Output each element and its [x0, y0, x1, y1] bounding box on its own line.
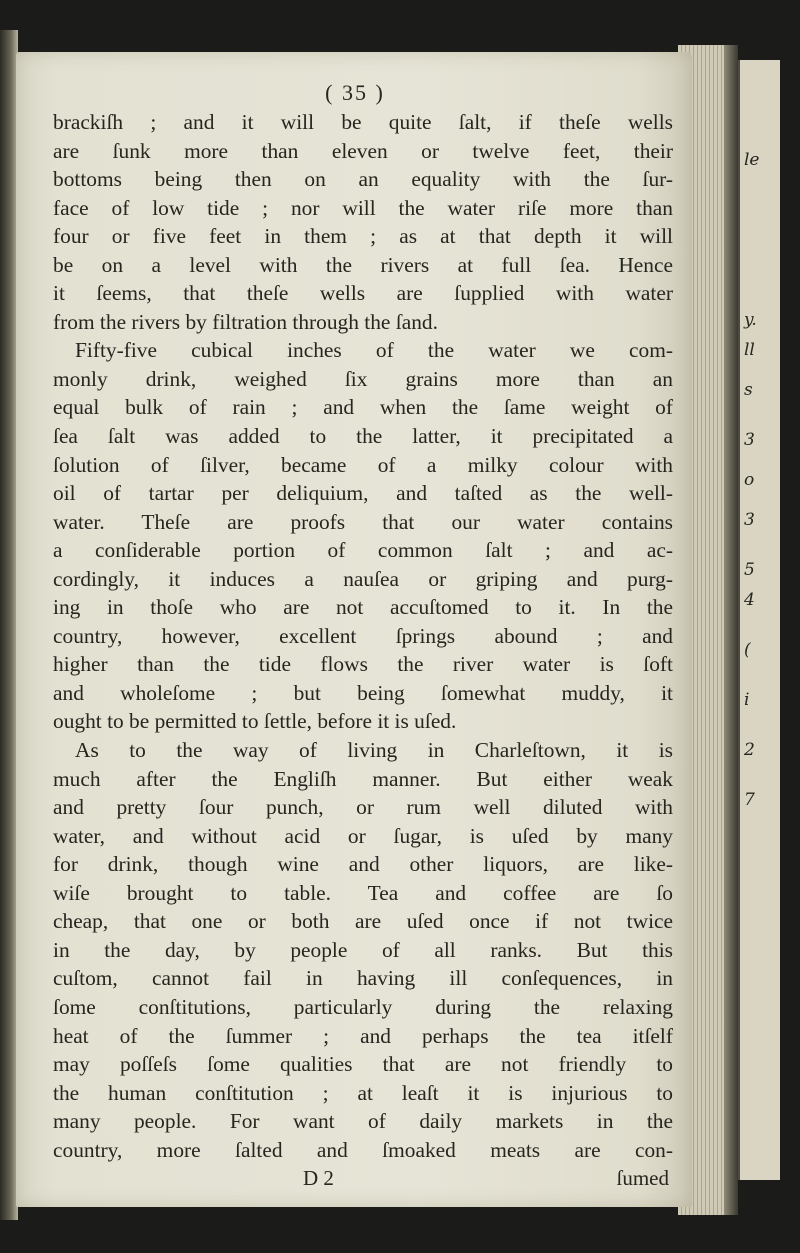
text-line: water. Theſe are proofs that our water contains	[53, 509, 673, 534]
next-page-fragment: y.	[744, 310, 757, 330]
text-line: higher than the tide flows the river water is ſoft	[53, 652, 673, 677]
page-footer	[53, 1164, 673, 1192]
next-page-fragment: 3	[744, 430, 755, 450]
text-line: it ſeems, that theſe wells are ſupplied with water	[53, 281, 673, 306]
text-line: water, and without acid or ſugar, is uſed by many	[53, 823, 673, 848]
text-line: many people. For want of daily markets in the	[53, 1109, 673, 1134]
text-line: ſolution of ſilver, became of a milky colour with	[53, 452, 673, 477]
next-page-fragment: 3	[744, 510, 755, 530]
text-line: cheap, that one or both are uſed once if not twice	[53, 909, 673, 934]
text-line: ſea ſalt was added to the latter, it precipitated a	[53, 424, 673, 449]
text-line: face of low tide ; nor will the water riſe more than	[53, 195, 673, 220]
text-line: ought to be permitted to ſettle, before it is uſed.	[53, 709, 457, 734]
page-header: ( 35 )	[325, 80, 385, 105]
body-text	[53, 108, 673, 1164]
catchword: ſumed	[616, 1166, 669, 1191]
next-page-fragment: 4	[744, 590, 755, 610]
text-line: may poſſeſs ſome qualities that are not friendly to	[53, 1052, 673, 1077]
text-line: cordingly, it induces a nauſea or griping and purg-	[53, 566, 673, 591]
text-line: heat of the ſummer ; and perhaps the tea itſelf	[53, 1023, 673, 1048]
text-line: in the day, by people of all ranks. But this	[53, 937, 673, 962]
text-line: be on a level with the rivers at full ſea. Hence	[53, 252, 673, 277]
text-line: cuſtom, cannot fail in having ill conſequences, in	[53, 966, 673, 991]
text-line: four or five feet in them ; as at that depth it will	[53, 224, 673, 249]
text-line: a conſiderable portion of common ſalt ; and ac-	[53, 538, 673, 563]
next-page-fragment: (	[744, 640, 751, 660]
text-line: for drink, though wine and other liquors, are like-	[53, 852, 673, 877]
text-line: and pretty ſour punch, or rum well diluted with	[53, 795, 673, 820]
text-line: much after the Engliſh manner. But either weak	[53, 766, 673, 791]
next-page-fragment: i	[744, 690, 750, 710]
text-line: ſome conſtitutions, particularly during the relaxing	[53, 994, 673, 1019]
next-page-fragment: 2	[744, 740, 755, 760]
text-line: from the rivers by filtration through the ſand.	[53, 309, 438, 334]
next-page-fragment: s	[744, 380, 753, 400]
text-line: As to the way of living in Charleſtown, it is	[75, 738, 673, 763]
text-line: are ſunk more than eleven or twelve feet, their	[53, 138, 673, 163]
next-page-fragment: o	[744, 470, 755, 490]
text-line: Fifty-five cubical inches of the water we com-	[75, 338, 673, 363]
next-page-fragment: ll	[744, 340, 755, 360]
text-line: ing in thoſe who are not accuſtomed to it. In the	[53, 595, 673, 620]
text-line: country, more ſalted and ſmoaked meats are con-	[53, 1137, 673, 1162]
text-line: monly drink, weighed ſix grains more than an	[53, 366, 673, 391]
signature-mark: D 2	[303, 1166, 334, 1191]
next-page-fragment: 5	[744, 560, 755, 580]
next-page-fragment: 7	[744, 790, 755, 810]
text-line: and wholeſome ; but being ſomewhat muddy, it	[53, 680, 673, 705]
next-page-fragment: le	[744, 150, 760, 170]
next-page-edge	[738, 60, 780, 1180]
text-line: country, however, excellent ſprings abound ; and	[53, 623, 673, 648]
page-text	[53, 78, 673, 1192]
text-line: wiſe brought to table. Tea and coffee are ſo	[53, 880, 673, 905]
text-line: bottoms being then on an equality with the ſur-	[53, 167, 673, 192]
text-line: the human conſtitution ; at leaſt it is injurious to	[53, 1080, 673, 1105]
text-line: equal bulk of rain ; and when the ſame weight of	[53, 395, 673, 420]
text-line: brackiſh ; and it will be quite ſalt, if theſe wells	[53, 110, 673, 134]
text-line: oil of tartar per deliquium, and taſted as the well-	[53, 481, 673, 506]
